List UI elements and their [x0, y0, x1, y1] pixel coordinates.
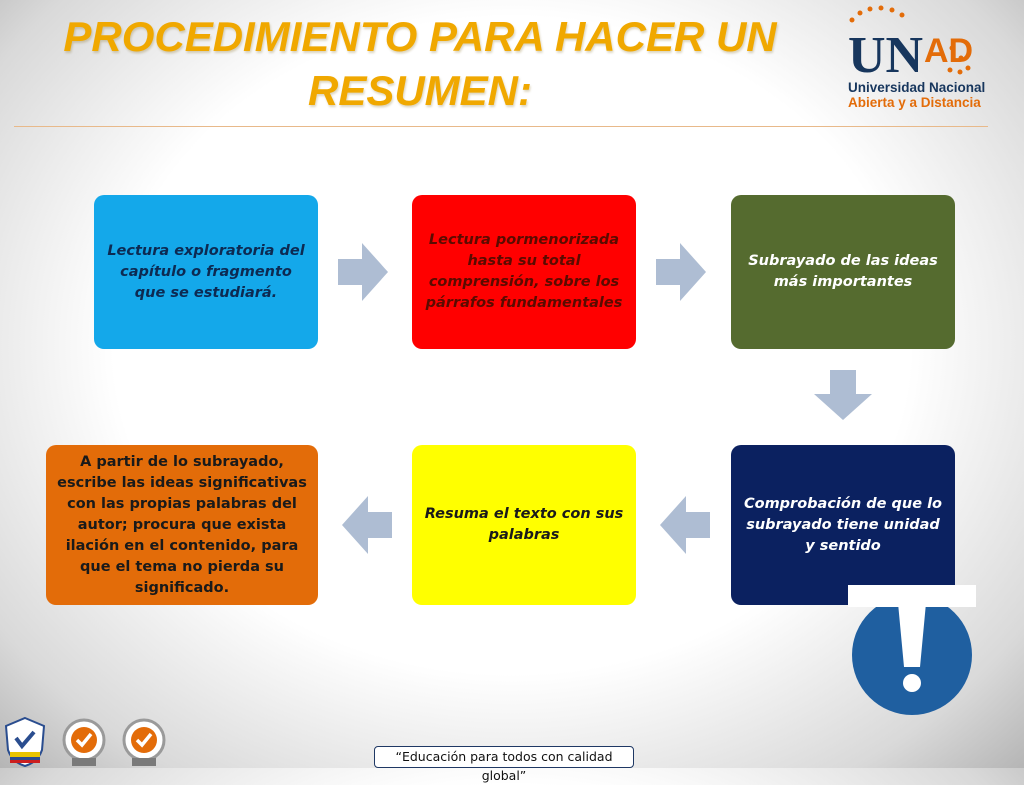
colombia-seal-icon — [2, 716, 48, 768]
flow-step-1 — [94, 195, 318, 349]
footer-slogan: “Educación para todos con calidad global” — [374, 746, 634, 768]
title-line-1: PROCEDIMIENTO PARA HACER UN — [63, 13, 777, 60]
flow-step-4-text: Comprobación de que lo subrayado tiene unidad y sentido — [743, 495, 943, 554]
flow-step-6 — [46, 445, 318, 605]
arrow-down-icon — [814, 370, 872, 420]
arrow-left-icon — [660, 496, 710, 554]
flow-step-2 — [412, 195, 636, 349]
sgs-certification-icon — [58, 716, 110, 768]
logo-mark-un: UN — [848, 27, 924, 84]
flow-step-1-text: Lectura exploratoria del capítulo o fragmento que se estudiará. — [107, 242, 305, 301]
flow-step-4 — [731, 445, 955, 605]
logo-name-line-2: Abierta y a Distancia — [848, 95, 981, 110]
sgs-certification-icon — [118, 716, 170, 768]
title-line-2: RESUMEN: — [307, 67, 532, 114]
flow-step-5-text: Resuma el texto con sus palabras — [424, 506, 624, 543]
arrow-left-icon — [342, 496, 392, 554]
title-divider — [14, 126, 988, 127]
page-title — [0, 10, 840, 118]
logo-mark-ad: AD — [924, 32, 974, 70]
arrow-right-icon — [656, 243, 706, 301]
arrow-right-icon — [338, 243, 388, 301]
flow-step-2-text: Lectura pormenorizada hasta su total comprensión, sobre los párrafos fundamentales — [425, 232, 623, 311]
flow-step-3 — [731, 195, 955, 349]
exclamation-circle-icon — [846, 585, 978, 715]
flow-step-6-text: A partir de lo subrayado, escribe las ideas significativas con las propias palabras del autor; procura que exista ilación en el contenido, para que el tema no pierda su significado. — [57, 453, 307, 596]
flow-step-5 — [412, 445, 636, 605]
logo-name-line-1: Universidad Nacional — [848, 80, 986, 95]
flow-step-3-text: Subrayado de las ideas más importantes — [748, 253, 938, 290]
